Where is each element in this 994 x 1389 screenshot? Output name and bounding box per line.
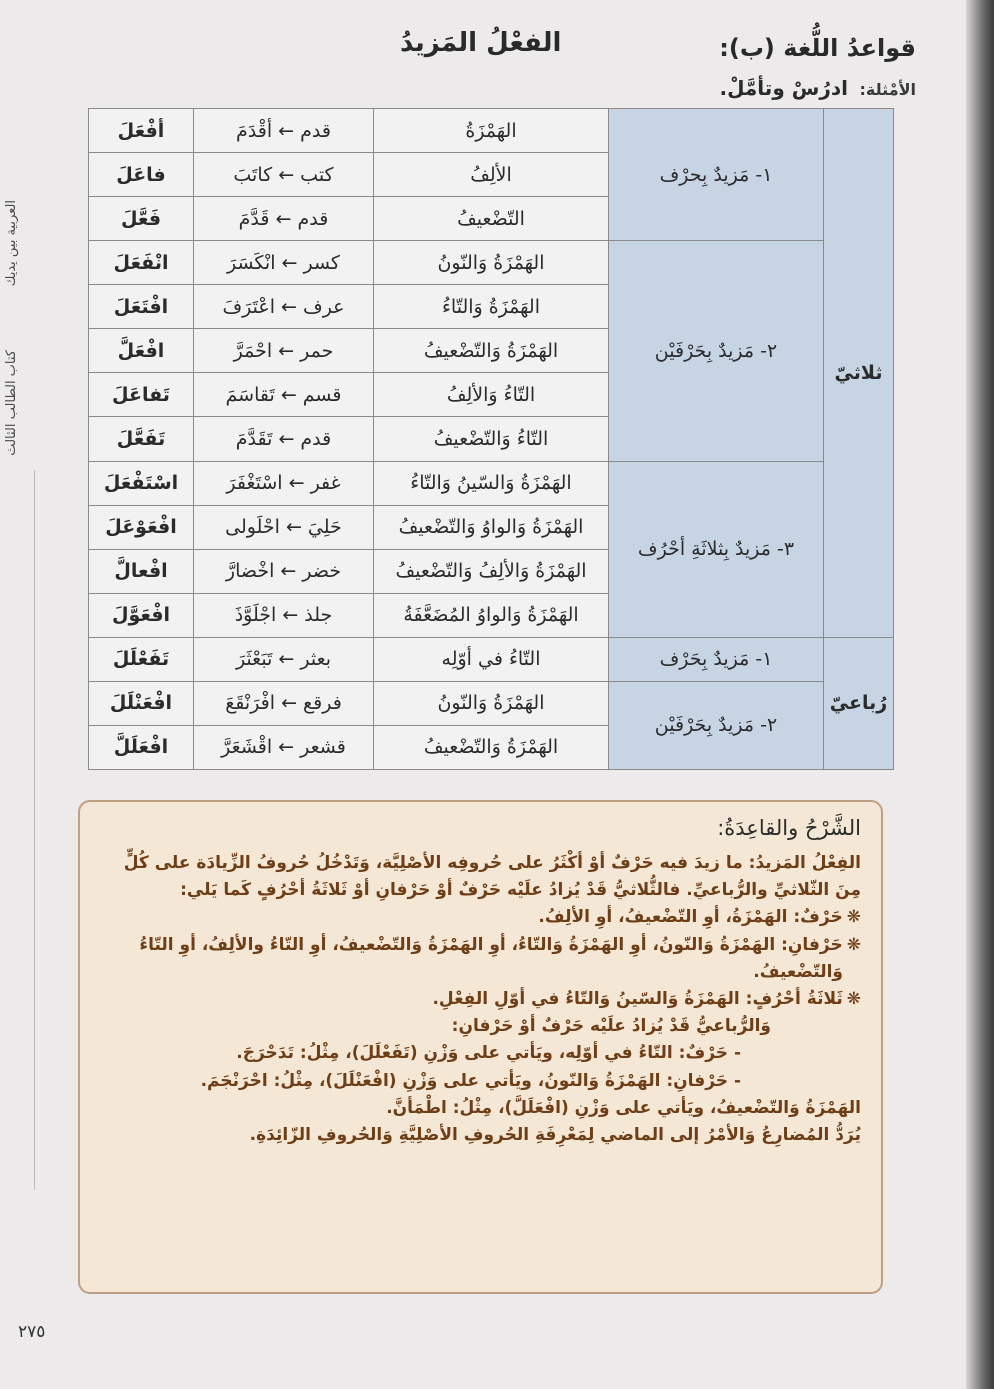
- examples-label: الأمْثلة:: [859, 80, 916, 99]
- rule-line-text: حَرْفانِ: الهَمْزَةُ وَالنّونُ، أوِ الهَمْزَةُ وَالتّاءُ، أوِ الهَمْزَةُ وَالتّضْعيفُ، أوِ التّاءُ والألِفُ، أوِ التّاءُ: [139, 934, 843, 955]
- group-label-cell: ١- مَزيدٌ بِحرْف: [609, 109, 824, 241]
- rule-line-text: ثَلاثَةُ أحْرُفٍ: الهَمْزَةُ وَالسّينُ وَالتّاءُ في أوّلِ الفِعْلِ.: [432, 988, 843, 1009]
- star-bullet-icon: ❋: [846, 934, 861, 955]
- added-letters-cell: الهَمْزَةُ وَالواوُ وَالتّضْعيفُ: [374, 505, 609, 549]
- pattern-cell: افْتَعَلَ: [89, 285, 194, 329]
- pattern-cell: تَفَعَّلَ: [89, 417, 194, 461]
- page-title: الفعْلُ المَزيدُ: [400, 28, 562, 58]
- example-cell: حمر ← احْمَرَّ: [194, 329, 374, 373]
- example-cell: عرف ← اعْتَرَفَ: [194, 285, 374, 329]
- pattern-cell: افْعَوْعَلَ: [89, 505, 194, 549]
- group-label-cell: ٣- مَزيدٌ بِثلاثَةِ أحْرُف: [609, 461, 824, 637]
- example-cell: قسم ← تَقاسَمَ: [194, 373, 374, 417]
- page-edge-shadow: [966, 0, 994, 1389]
- added-letters-cell: الهَمْزَةُ وَالنّونُ: [374, 681, 609, 725]
- example-cell: غفر ← اسْتَغْفَرَ: [194, 461, 374, 505]
- added-letters-cell: التّاءُ وَالألِفُ: [374, 373, 609, 417]
- added-letters-cell: الألِفُ: [374, 153, 609, 197]
- rule-line: وَالرُّباعيُّ قَدْ يُزادُ علَيْه حَرْفٌ أوْ حَرْفانِ:: [451, 1016, 771, 1037]
- rule-line-text: حَرْفٌ: الهَمْزَةُ، أوِ التّضْعيفُ، أوِ الألِفُ.: [538, 907, 843, 928]
- root-type-cell: رُباعيّ: [824, 637, 894, 769]
- section-label: قواعدُ اللُّغة (ب):: [719, 34, 916, 62]
- rule-line: الفِعْلُ المَزيدُ: ما زيدَ فيه حَرْفٌ أوْ أكْثَرُ على حُروفِه الأصْلِيَّة، وَتَدْخُلُ حُروفُ الزِّيادَة على كُلٍّ: [123, 853, 861, 873]
- added-letters-cell: الهَمْزَةُ: [374, 109, 609, 153]
- added-letters-cell: التّضْعيفُ: [374, 197, 609, 241]
- example-cell: جلذ ← اجْلَوَّذَ: [194, 593, 374, 637]
- side-margin: [4, 200, 44, 1200]
- table-row: [89, 241, 894, 285]
- example-cell: خضر ← اخْضارَّ: [194, 549, 374, 593]
- side-divider: [34, 470, 35, 1190]
- added-letters-cell: التّاءُ في أوّلِه: [374, 637, 609, 681]
- rule-line: - حَرْفٌ: التّاءُ في أوّلِه، ويَأتي على وَزْنِ (تَفَعْلَلَ)، مِثْلُ: تَدَحْرَجَ.: [236, 1043, 741, 1064]
- star-bullet-icon: ❋: [846, 988, 861, 1009]
- side-book-title: العربية بين يديك: [4, 200, 19, 287]
- table-row: [89, 637, 894, 681]
- added-letters-cell: التّاءُ وَالتّضْعيفُ: [374, 417, 609, 461]
- pattern-cell: تَفَعْلَلَ: [89, 637, 194, 681]
- rule-line: الهَمْزَةُ وَالتّضْعيفُ، ويَأتي على وَزْنِ (افْعَلَلَّ)، مِثْلُ: اطْمَأنَّ.: [386, 1097, 861, 1118]
- pattern-cell: افْعَلَلَّ: [89, 725, 194, 769]
- pattern-cell: فَعَّلَ: [89, 197, 194, 241]
- rule-line: مِنَ الثّلاثيِّ والرُّباعيِّ. فالثُّلاثيُّ قَدْ يُزادُ علَيْه حَرْفٌ أوْ حَرْفانِ أوْ ثَلاثَةُ أحْرُفٍ كَما يَلي:: [180, 880, 861, 901]
- example-cell: كتب ← كاتَبَ: [194, 153, 374, 197]
- added-letters-cell: الهَمْزَةُ وَالنّونُ: [374, 241, 609, 285]
- added-letters-cell: الهَمْزَةُ وَالتّضْعيفُ: [374, 329, 609, 373]
- rule-line: - حَرْفانِ: الهَمْزَةُ وَالنّونُ، ويَأتي على وَزْنِ (افْعَنْلَلَ)، مِثْلُ: احْرَنْجَمَ.: [200, 1070, 741, 1091]
- page-header: [60, 24, 926, 104]
- root-type-cell: ثلاثيّ: [824, 109, 894, 638]
- example-cell: قدم ← قَدَّمَ: [194, 197, 374, 241]
- rule-box: [78, 800, 883, 1294]
- examples-line: [719, 76, 916, 100]
- example-cell: قدم ← أقْدَمَ: [194, 109, 374, 153]
- example-cell: قشعر ← اقْشَعَرَّ: [194, 725, 374, 769]
- added-letters-cell: الهَمْزَةُ وَالسّينُ وَالتّاءُ: [374, 461, 609, 505]
- added-letters-cell: الهَمْزَةُ وَالتّضْعيفُ: [374, 725, 609, 769]
- page-number: ٢٧٥: [18, 1322, 46, 1342]
- pattern-cell: افْعَلَّ: [89, 329, 194, 373]
- added-letters-cell: الهَمْزَةُ وَالتّاءُ: [374, 285, 609, 329]
- rule-line: [102, 986, 861, 1013]
- pattern-cell: اسْتَفْعَلَ: [89, 461, 194, 505]
- pattern-cell: افْعَنْلَلَ: [89, 681, 194, 725]
- pattern-cell: فاعَلَ: [89, 153, 194, 197]
- example-cell: قدم ← تَقَدَّمَ: [194, 417, 374, 461]
- added-letters-cell: الهَمْزَةُ وَالألِفُ وَالتّضْعيفُ: [374, 549, 609, 593]
- group-label-cell: ١- مَزيدٌ بِحَرْف: [609, 637, 824, 681]
- example-cell: بعثر ← تَبَعْثَرَ: [194, 637, 374, 681]
- group-label-cell: ٢- مَزيدٌ بِحَرْفَيْن: [609, 241, 824, 461]
- table-row: [89, 681, 894, 725]
- rule-line: يُرَدُّ المُضارِعُ وَالأمْرُ إلى الماضي لِمَعْرِفَةِ الحُروفِ الأصْلِيَّةِ وَالحُروفِ الزّائِدَةِ.: [249, 1124, 861, 1145]
- examples-instruction: ادرُسْ وتأمَّلْ.: [719, 76, 848, 100]
- table-row: [89, 109, 894, 153]
- augmented-verb-table: [88, 108, 894, 770]
- group-label-cell: ٢- مَزيدٌ بِحَرْفَيْن: [609, 681, 824, 769]
- rule-line: [102, 904, 861, 931]
- table-row: [89, 461, 894, 505]
- rule-line: [102, 932, 861, 959]
- pattern-cell: أفْعَلَ: [89, 109, 194, 153]
- pattern-cell: افْعالَّ: [89, 549, 194, 593]
- example-cell: كسر ← انْكَسَرَ: [194, 241, 374, 285]
- example-cell: فرقع ← افْرَنْقَعَ: [194, 681, 374, 725]
- pattern-cell: افْعَوَّلَ: [89, 593, 194, 637]
- side-book-part: كتاب الطالب الثالث: [4, 350, 19, 456]
- pattern-cell: تَفاعَلَ: [89, 373, 194, 417]
- pattern-cell: انْفَعَلَ: [89, 241, 194, 285]
- star-bullet-icon: ❋: [846, 907, 861, 928]
- rule-line: وَالتّضْعيفُ.: [753, 961, 843, 982]
- added-letters-cell: الهَمْزَةُ وَالواوُ المُضَعَّفَةُ: [374, 593, 609, 637]
- example-cell: حَلِيَ ← احْلَولى: [194, 505, 374, 549]
- rule-title: الشَّرْحُ والقاعِدَةُ:: [717, 816, 861, 840]
